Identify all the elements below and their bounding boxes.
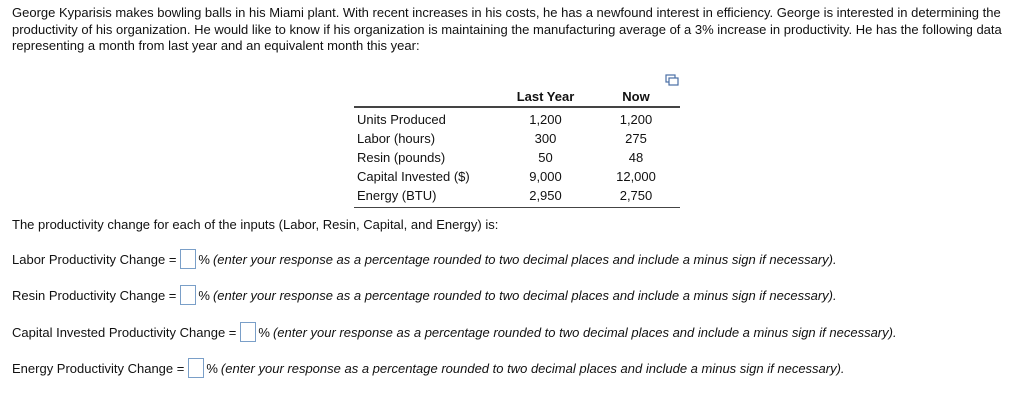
- last-year-value: 9,000: [529, 169, 562, 184]
- now-value: 48: [628, 150, 644, 165]
- energy-question: [12, 358, 845, 378]
- table-row: [354, 129, 680, 148]
- labor-change-input[interactable]: [180, 249, 196, 269]
- question-label: Capital Invested Productivity Change =: [12, 324, 237, 340]
- percent-sign: %: [198, 251, 210, 267]
- last-year-value: 300: [534, 131, 557, 146]
- now-value: 12,000: [616, 169, 656, 184]
- row-label: Units Produced: [357, 112, 446, 127]
- header-now: Now: [592, 87, 680, 107]
- problem-statement: George Kyparisis makes bowling balls in his Miami plant. With recent increases in his costs, he has a newfound interest in efficiency. George is interested in determining the productivity of his organization. He would like to know if his organization is maintaining the manufacturing average of a 3% increase in productivity. He has the following data representing a month from last year and an equivalent month this year:: [12, 5, 1002, 54]
- header-label: [354, 87, 499, 107]
- row-label: Labor (hours): [357, 131, 436, 146]
- now-value: 1,200: [619, 112, 653, 127]
- question-label: Labor Productivity Change =: [12, 251, 177, 267]
- header-last-year: Last Year: [499, 87, 592, 107]
- energy-change-input[interactable]: [188, 358, 204, 378]
- row-label: Capital Invested ($): [357, 169, 470, 184]
- data-table: [354, 87, 680, 208]
- capital-change-input[interactable]: [240, 322, 256, 342]
- question-label: Resin Productivity Change =: [12, 287, 177, 303]
- answer-hint: (enter your response as a percentage rounded to two decimal places and include a minus sign if necessary).: [220, 360, 845, 376]
- answer-hint: (enter your response as a percentage rounded to two decimal places and include a minus sign if necessary).: [272, 324, 897, 340]
- table-row: [354, 148, 680, 167]
- table-row: [354, 107, 680, 129]
- now-value: 2,750: [592, 186, 680, 208]
- row-label: Resin (pounds): [357, 150, 446, 165]
- table-row: [354, 167, 680, 186]
- question-label: Energy Productivity Change =: [12, 360, 185, 376]
- last-year-value: 1,200: [529, 112, 562, 127]
- last-year-value: 2,950: [499, 186, 592, 208]
- resin-change-input[interactable]: [180, 285, 196, 305]
- copy-data-icon[interactable]: [665, 73, 679, 85]
- percent-sign: %: [198, 287, 210, 303]
- table-header-row: [354, 87, 680, 107]
- answer-hint: (enter your response as a percentage rounded to two decimal places and include a minus sign if necessary).: [212, 251, 837, 267]
- percent-sign: %: [206, 360, 218, 376]
- capital-question: [12, 322, 897, 342]
- answer-hint: (enter your response as a percentage rounded to two decimal places and include a minus sign if necessary).: [212, 287, 837, 303]
- question-prompt: The productivity change for each of the inputs (Labor, Resin, Capital, and Energy) is:: [12, 217, 499, 232]
- table-row: [354, 186, 680, 208]
- resin-question: [12, 285, 837, 305]
- percent-sign: %: [258, 324, 270, 340]
- row-label: Energy (BTU): [354, 186, 499, 208]
- labor-question: [12, 249, 837, 269]
- now-value: 275: [625, 131, 647, 146]
- last-year-value: 50: [538, 150, 553, 165]
